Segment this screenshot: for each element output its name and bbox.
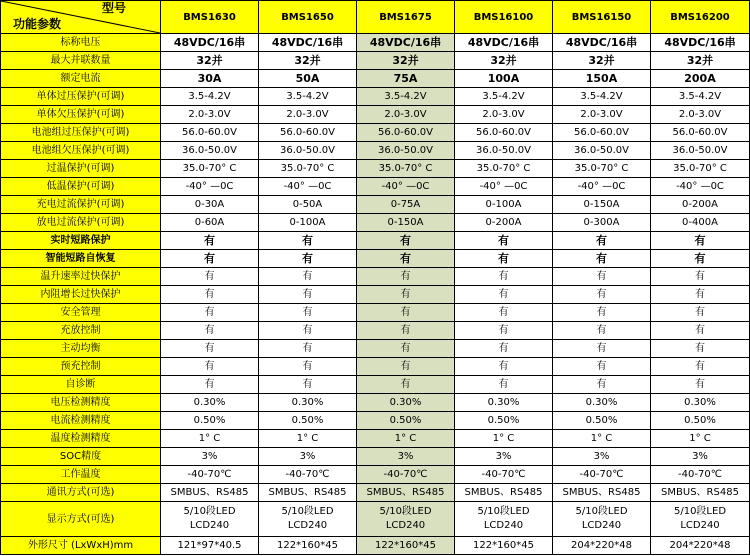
value-cell: 0-400A xyxy=(651,214,750,232)
value-cell: 48VDC/16串 xyxy=(553,34,651,52)
value-cell: 有 xyxy=(651,376,750,394)
table-row xyxy=(1,430,750,448)
row-label: 充电过流保护(可调) xyxy=(1,196,161,214)
value-cell: 1° C xyxy=(455,430,553,448)
value-cell: SMBUS、RS485 xyxy=(357,484,455,502)
value-line: 5/10段LED xyxy=(477,506,530,517)
value-cell: 3% xyxy=(161,448,259,466)
value-cell: 0-100A xyxy=(259,214,357,232)
table-row xyxy=(1,304,750,322)
value-cell: 56.0-60.0V xyxy=(651,124,750,142)
value-cell: 0.30% xyxy=(161,394,259,412)
value-cell xyxy=(161,502,259,537)
row-label: 温升速率过快保护 xyxy=(1,268,161,286)
value-cell: 有 xyxy=(259,232,357,250)
value-cell: -40-70℃ xyxy=(651,466,750,484)
value-cell: 122*160*45 xyxy=(455,537,553,555)
row-label: 温度检测精度 xyxy=(1,430,161,448)
value-cell: 有 xyxy=(161,322,259,340)
value-cell: 有 xyxy=(259,250,357,268)
row-label: 额定电流 xyxy=(1,70,161,88)
value-line: 5/10段LED xyxy=(281,506,334,517)
value-cell: SMBUS、RS485 xyxy=(455,484,553,502)
value-cell: 有 xyxy=(455,304,553,322)
table-row xyxy=(1,160,750,178)
table-row xyxy=(1,340,750,358)
value-cell: 0-30A xyxy=(161,196,259,214)
row-label: 外形尺寸 (LxWxH)mm xyxy=(1,537,161,555)
value-cell: 有 xyxy=(161,340,259,358)
value-cell: 56.0-60.0V xyxy=(259,124,357,142)
value-cell: 122*160*45 xyxy=(357,537,455,555)
value-cell: 有 xyxy=(357,376,455,394)
value-cell: 有 xyxy=(161,268,259,286)
value-cell: 0.50% xyxy=(259,412,357,430)
value-cell: 0-50A xyxy=(259,196,357,214)
value-cell: 48VDC/16串 xyxy=(161,34,259,52)
value-cell: 32并 xyxy=(259,52,357,70)
row-label: 低温保护(可调) xyxy=(1,178,161,196)
value-cell: 36.0-50.0V xyxy=(161,142,259,160)
value-cell: 有 xyxy=(455,340,553,358)
value-cell: 48VDC/16串 xyxy=(357,34,455,52)
table-row xyxy=(1,34,750,52)
model-header: BMS16100 xyxy=(455,1,553,34)
value-cell: -40-70℃ xyxy=(553,466,651,484)
value-cell: 32并 xyxy=(161,52,259,70)
value-cell: 3% xyxy=(651,448,750,466)
value-cell: 3.5-4.2V xyxy=(651,88,750,106)
value-cell: 3.5-4.2V xyxy=(161,88,259,106)
value-cell: -40-70℃ xyxy=(259,466,357,484)
value-cell: SMBUS、RS485 xyxy=(651,484,750,502)
row-label: 电池组过压保护(可调) xyxy=(1,124,161,142)
value-cell: 0-200A xyxy=(455,214,553,232)
value-cell: 0.30% xyxy=(259,394,357,412)
value-cell: 有 xyxy=(259,376,357,394)
value-cell: 35.0-70° C xyxy=(357,160,455,178)
value-cell: 有 xyxy=(259,286,357,304)
model-header: BMS1675 xyxy=(357,1,455,34)
row-label: 实时短路保护 xyxy=(1,232,161,250)
value-cell: 1° C xyxy=(651,430,750,448)
table-row xyxy=(1,88,750,106)
value-cell: 有 xyxy=(161,304,259,322)
value-cell: 有 xyxy=(357,286,455,304)
table-row xyxy=(1,250,750,268)
value-cell: 56.0-60.0V xyxy=(455,124,553,142)
value-cell: 有 xyxy=(455,232,553,250)
model-header: BMS1630 xyxy=(161,1,259,34)
row-label: 安全管理 xyxy=(1,304,161,322)
row-label: 放电过流保护(可调) xyxy=(1,214,161,232)
value-cell: 有 xyxy=(651,304,750,322)
table-row xyxy=(1,537,750,555)
value-cell: SMBUS、RS485 xyxy=(259,484,357,502)
value-cell: 有 xyxy=(357,268,455,286)
value-cell: 有 xyxy=(651,232,750,250)
row-label: 自诊断 xyxy=(1,376,161,394)
value-cell xyxy=(651,502,750,537)
value-cell: 有 xyxy=(357,304,455,322)
param-label: 功能参数 xyxy=(13,17,62,31)
value-cell: 有 xyxy=(161,286,259,304)
value-cell: 有 xyxy=(259,340,357,358)
value-cell: 30A xyxy=(161,70,259,88)
model-header: BMS1650 xyxy=(259,1,357,34)
table-row xyxy=(1,322,750,340)
value-cell: 有 xyxy=(259,304,357,322)
table-row xyxy=(1,106,750,124)
value-cell: 48VDC/16串 xyxy=(259,34,357,52)
spec-table-body xyxy=(1,34,750,555)
row-label: 充放控制 xyxy=(1,322,161,340)
value-cell xyxy=(357,502,455,537)
corner-header-cell xyxy=(1,1,161,34)
value-cell: 35.0-70° C xyxy=(651,160,750,178)
table-row xyxy=(1,502,750,537)
value-cell: 32并 xyxy=(357,52,455,70)
model-header: BMS16200 xyxy=(651,1,750,34)
table-row xyxy=(1,466,750,484)
value-cell: 3% xyxy=(455,448,553,466)
value-cell: 有 xyxy=(455,250,553,268)
value-cell: 有 xyxy=(455,322,553,340)
value-cell: 有 xyxy=(357,232,455,250)
row-label: 预充控制 xyxy=(1,358,161,376)
value-cell: -40° —0C xyxy=(161,178,259,196)
value-cell: 0.50% xyxy=(161,412,259,430)
value-cell: 1° C xyxy=(161,430,259,448)
value-cell: 有 xyxy=(455,286,553,304)
value-cell: 2.0-3.0V xyxy=(651,106,750,124)
value-cell: 75A xyxy=(357,70,455,88)
value-cell: 0.30% xyxy=(553,394,651,412)
table-row xyxy=(1,358,750,376)
value-cell: 0.30% xyxy=(455,394,553,412)
value-cell: 有 xyxy=(161,376,259,394)
table-row xyxy=(1,196,750,214)
table-row xyxy=(1,376,750,394)
value-cell: 3.5-4.2V xyxy=(259,88,357,106)
value-line: LCD240 xyxy=(483,520,524,531)
value-cell: SMBUS、RS485 xyxy=(161,484,259,502)
table-row xyxy=(1,124,750,142)
value-cell: 0.50% xyxy=(455,412,553,430)
value-cell: 有 xyxy=(259,358,357,376)
value-cell: 0-75A xyxy=(357,196,455,214)
value-cell: 100A xyxy=(455,70,553,88)
value-cell: 36.0-50.0V xyxy=(259,142,357,160)
value-cell: 有 xyxy=(553,250,651,268)
row-label: 标称电压 xyxy=(1,34,161,52)
value-line: 5/10段LED xyxy=(183,506,236,517)
value-cell: 有 xyxy=(651,322,750,340)
row-label: 显示方式(可选) xyxy=(1,502,161,537)
value-line: LCD240 xyxy=(680,520,720,531)
row-label: 单体过压保护(可调) xyxy=(1,88,161,106)
table-row xyxy=(1,52,750,70)
value-cell: 3.5-4.2V xyxy=(357,88,455,106)
value-cell: 36.0-50.0V xyxy=(651,142,750,160)
table-row xyxy=(1,214,750,232)
value-cell: 2.0-3.0V xyxy=(553,106,651,124)
value-cell: 有 xyxy=(553,304,651,322)
row-label: 电池组欠压保护(可调) xyxy=(1,142,161,160)
value-cell: 有 xyxy=(553,376,651,394)
header-row xyxy=(1,1,750,34)
value-cell: 0-300A xyxy=(553,214,651,232)
value-cell: 3% xyxy=(553,448,651,466)
value-cell: 0-60A xyxy=(161,214,259,232)
value-cell: 有 xyxy=(553,322,651,340)
table-row xyxy=(1,268,750,286)
value-cell: 150A xyxy=(553,70,651,88)
row-label: 内阻增长过快保护 xyxy=(1,286,161,304)
value-cell: 有 xyxy=(455,376,553,394)
value-cell: 有 xyxy=(651,268,750,286)
value-cell: 0.50% xyxy=(651,412,750,430)
value-cell: 0.30% xyxy=(357,394,455,412)
row-label: 电压检测精度 xyxy=(1,394,161,412)
value-cell: 3% xyxy=(259,448,357,466)
value-cell: 32并 xyxy=(553,52,651,70)
value-cell: 有 xyxy=(357,250,455,268)
value-cell xyxy=(259,502,357,537)
value-cell: 有 xyxy=(553,358,651,376)
table-row xyxy=(1,70,750,88)
value-cell: 3.5-4.2V xyxy=(553,88,651,106)
value-cell: 有 xyxy=(553,340,651,358)
value-cell: 35.0-70° C xyxy=(161,160,259,178)
row-label: SOC精度 xyxy=(1,448,161,466)
value-cell: 1° C xyxy=(357,430,455,448)
table-row xyxy=(1,286,750,304)
value-cell: -40-70℃ xyxy=(455,466,553,484)
value-cell: 36.0-50.0V xyxy=(553,142,651,160)
value-cell: 1° C xyxy=(259,430,357,448)
row-label: 主动均衡 xyxy=(1,340,161,358)
value-cell: -40° —0C xyxy=(259,178,357,196)
value-cell: -40° —0C xyxy=(455,178,553,196)
value-cell: 有 xyxy=(553,286,651,304)
value-cell: 0-100A xyxy=(455,196,553,214)
value-cell: 0.30% xyxy=(651,394,750,412)
value-cell: 35.0-70° C xyxy=(553,160,651,178)
value-cell: 35.0-70° C xyxy=(259,160,357,178)
value-cell: -40-70℃ xyxy=(161,466,259,484)
value-cell: 有 xyxy=(455,358,553,376)
value-cell: 有 xyxy=(651,250,750,268)
value-cell: 有 xyxy=(357,340,455,358)
row-label: 工作温度 xyxy=(1,466,161,484)
value-cell: 48VDC/16串 xyxy=(455,34,553,52)
value-cell: 1° C xyxy=(553,430,651,448)
value-cell: 0-150A xyxy=(357,214,455,232)
value-line: 5/10段LED xyxy=(673,506,727,517)
value-cell: 有 xyxy=(651,358,750,376)
value-cell: 有 xyxy=(455,268,553,286)
value-cell: 56.0-60.0V xyxy=(553,124,651,142)
table-row xyxy=(1,178,750,196)
value-cell: 3.5-4.2V xyxy=(455,88,553,106)
row-label: 单体欠压保护(可调) xyxy=(1,106,161,124)
value-cell: 50A xyxy=(259,70,357,88)
value-cell: 2.0-3.0V xyxy=(455,106,553,124)
table-row xyxy=(1,394,750,412)
value-cell: 2.0-3.0V xyxy=(161,106,259,124)
value-cell: -40-70℃ xyxy=(357,466,455,484)
value-cell: 121*97*40.5 xyxy=(161,537,259,555)
value-cell: 有 xyxy=(357,358,455,376)
value-cell: 有 xyxy=(651,340,750,358)
table-row xyxy=(1,448,750,466)
value-line: 5/10段LED xyxy=(575,506,628,517)
value-cell: 有 xyxy=(651,286,750,304)
value-cell: 48VDC/16串 xyxy=(651,34,750,52)
table-row xyxy=(1,412,750,430)
value-cell: 0-200A xyxy=(651,196,750,214)
value-cell: 有 xyxy=(161,232,259,250)
value-cell: 有 xyxy=(161,358,259,376)
value-cell: 有 xyxy=(259,268,357,286)
value-cell: 204*220*48 xyxy=(553,537,651,555)
value-cell: -40° —0C xyxy=(553,178,651,196)
value-line: 5/10段LED xyxy=(379,506,432,517)
value-cell: 有 xyxy=(161,250,259,268)
value-cell xyxy=(553,502,651,537)
value-cell: 有 xyxy=(357,322,455,340)
row-label: 通讯方式(可选) xyxy=(1,484,161,502)
value-cell: 122*160*45 xyxy=(259,537,357,555)
table-row xyxy=(1,484,750,502)
value-line: LCD240 xyxy=(581,520,622,531)
value-cell: 35.0-70° C xyxy=(455,160,553,178)
value-cell: 0.50% xyxy=(553,412,651,430)
value-cell: 36.0-50.0V xyxy=(455,142,553,160)
value-cell: 3% xyxy=(357,448,455,466)
value-line: LCD240 xyxy=(189,520,230,531)
value-cell: 2.0-3.0V xyxy=(259,106,357,124)
model-label: 型号 xyxy=(101,1,126,15)
value-cell: -40° —0C xyxy=(651,178,750,196)
value-cell: 200A xyxy=(651,70,750,88)
value-cell: 2.0-3.0V xyxy=(357,106,455,124)
model-header: BMS16150 xyxy=(553,1,651,34)
value-cell: SMBUS、RS485 xyxy=(553,484,651,502)
row-label: 最大并联数量 xyxy=(1,52,161,70)
value-cell: -40° —0C xyxy=(357,178,455,196)
value-cell: 204*220*48 xyxy=(651,537,750,555)
value-cell: 32并 xyxy=(651,52,750,70)
value-cell: 56.0-60.0V xyxy=(161,124,259,142)
value-cell: 有 xyxy=(553,268,651,286)
value-cell: 有 xyxy=(553,232,651,250)
row-label: 智能短路自恢复 xyxy=(1,250,161,268)
row-label: 过温保护(可调) xyxy=(1,160,161,178)
value-line: LCD240 xyxy=(385,520,426,531)
value-cell: 56.0-60.0V xyxy=(357,124,455,142)
value-cell: 0.50% xyxy=(357,412,455,430)
row-label: 电流检测精度 xyxy=(1,412,161,430)
value-cell xyxy=(455,502,553,537)
table-row xyxy=(1,142,750,160)
value-cell: 36.0-50.0V xyxy=(357,142,455,160)
value-cell: 0-150A xyxy=(553,196,651,214)
value-cell: 32并 xyxy=(455,52,553,70)
value-line: LCD240 xyxy=(287,520,328,531)
table-row xyxy=(1,232,750,250)
value-cell: 有 xyxy=(259,322,357,340)
